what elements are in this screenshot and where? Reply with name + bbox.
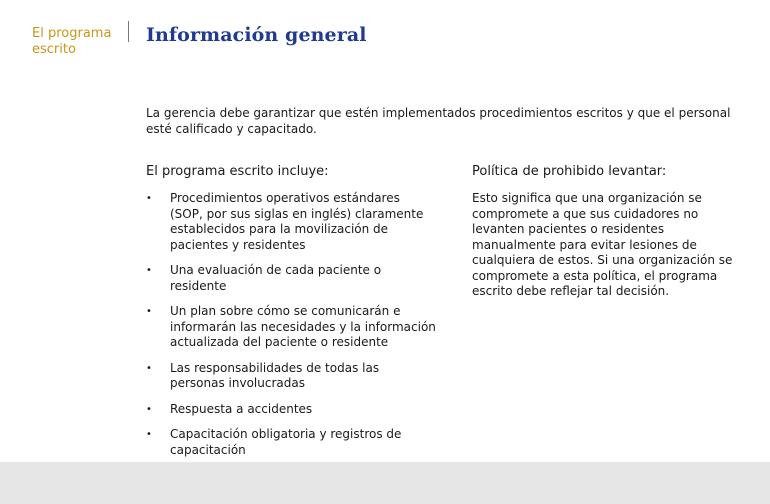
- list-item-text: Capacitación obligatoria y registros de capacitación: [170, 427, 402, 457]
- footer-bar: [0, 462, 770, 504]
- bullet-icon: •: [146, 306, 152, 317]
- list-item-text: Una evaluación de cada paciente o residente: [170, 263, 382, 293]
- program-includes-heading: El programa escrito incluye:: [146, 164, 329, 179]
- list-item: [146, 361, 436, 392]
- bullet-icon: •: [146, 403, 152, 415]
- bullet-icon: •: [146, 362, 152, 374]
- list-item-text: Respuesta a accidentes: [170, 401, 313, 416]
- list-item: [146, 402, 436, 418]
- page-title: Información general: [146, 24, 367, 46]
- bullet-icon: •: [146, 429, 152, 440]
- section-label: El programa escrito: [32, 26, 112, 57]
- list-item: [146, 263, 436, 294]
- list-item-text: Un plan sobre cómo se comunicarán e informarán las necesidades y la información actualizada del paciente o residente: [170, 304, 436, 349]
- list-item: [146, 191, 436, 253]
- no-lift-policy-heading: Política de prohibido levantar:: [472, 164, 667, 179]
- bullet-icon: •: [146, 265, 152, 276]
- list-item-text: Las responsabilidades de todas las personas involucradas: [170, 360, 380, 390]
- list-item-text: Procedimientos operativos estándares (SOP, por sus siglas en inglés) claramente establecidos para la movilización de pacientes y residentes: [170, 191, 424, 252]
- list-item: [146, 304, 436, 351]
- program-includes-column: [146, 163, 436, 468]
- program-includes-list: [146, 191, 436, 458]
- intro-paragraph: La gerencia debe garantizar que estén implementados procedimientos escritos y que el personal esté calificado y capacitado.: [146, 106, 731, 136]
- header-divider: [128, 21, 129, 42]
- no-lift-policy-column: [472, 163, 750, 300]
- list-item: [146, 427, 436, 458]
- no-lift-policy-text: Esto significa que una organización se compromete a que sus cuidadores no levanten pacientes o residentes manualmente para evitar lesiones de cualquiera de estos. Si una organización se compromete a esta política, el programa escrito debe reflejar tal decisión.: [472, 191, 733, 298]
- bullet-icon: •: [146, 193, 152, 204]
